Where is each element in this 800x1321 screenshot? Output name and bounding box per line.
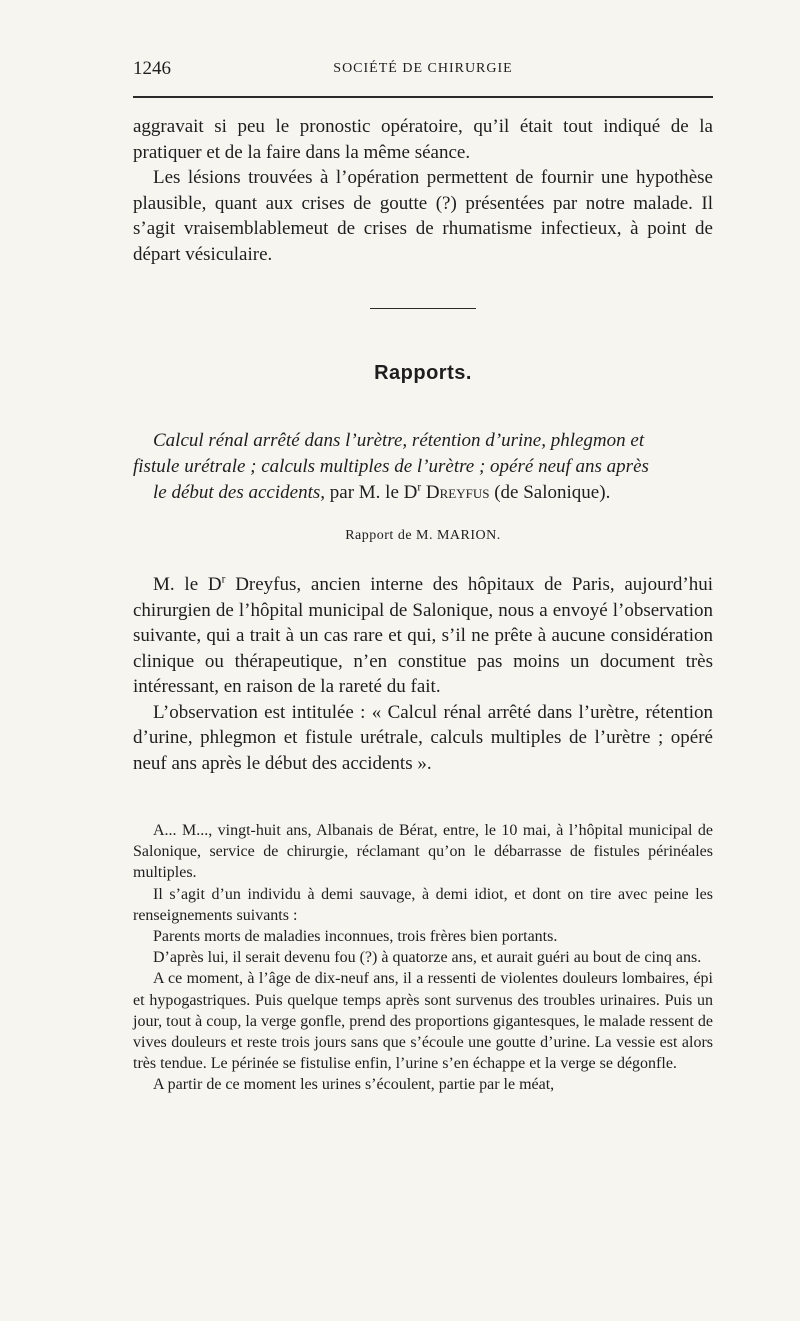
report-title-par: par M. le D: [325, 482, 418, 503]
doctor-superscript: r: [221, 573, 226, 586]
report-title-line-1: Calcul rénal arrêté dans l’urètre, rétention d’urine, phlegmon et: [153, 430, 645, 451]
report-title-line-2: fistule urétrale ; calculs multiples de l’urètre ; opéré neuf ans après: [133, 456, 649, 477]
report-title-line-3: le début des accidents,: [153, 482, 326, 503]
running-head: [133, 58, 713, 88]
intro-paragraph-2: Les lésions trouvées à l’opération permettent de fournir une hypothèse plausible, quant aux crises de goutte (?) présentées par notre malade. Il s’agit vraisemblablemeut de crises de rhumatisme infectieux, à point de départ vésiculaire.: [133, 167, 713, 265]
journal-title: SOCIÉTÉ DE CHIRURGIE: [333, 61, 513, 76]
observation-paragraph-5: A ce moment, à l’âge de dix-neuf ans, il a ressenti de violentes douleurs lombaires, épi et hypogastriques. Puis quelque temps après sont survenus des troubles urinaires. Puis un jour, tout à coup, la verge gonfle, prend des proportions gigantesques, le malade ressent de vives douleurs et reste trois jours sans que s’écoule une goutte d’urine. La vessie est alors très tendue. Le périnée se fistulise enfin, l’urine s’en échappe et la verge se dégonfle.: [133, 970, 713, 1073]
observation-text: [133, 820, 713, 1096]
author-name: Dreyfus: [421, 482, 490, 503]
observation-paragraph-6: A partir de ce moment les urines s’écoulent, partie par le méat,: [153, 1076, 555, 1094]
observation-paragraph-1: A... M..., vingt-huit ans, Albanais de Bérat, entre, le 10 mai, à l’hôpital municipal de Salonique, service de chirurgie, réclamant qu’on le débarrasse de fistules périnéales multiples.: [133, 822, 713, 882]
header-rule: [133, 96, 713, 98]
report-paragraph-1-rest: Dreyfus, ancien interne des hôpitaux de Paris, aujourd’hui chirurgien de l’hôpital municipal de Salonique, nous a envoyé l’observation suivante, qui a trait à un cas rare et qui, s’il ne prête à aucune considération clinique ou thérapeutique, n’en constitue pas moins un document très intéressant, en raison de la rareté du fait.: [133, 574, 713, 697]
author-place: (de Salonique).: [489, 482, 611, 503]
doctor-superscript: r: [417, 481, 422, 494]
report-paragraph-2: L’observation est intitulée : « Calcul rénal arrêté dans l’urètre, rétention d’urine, phlegmon et fistule urétrale, calculs multiples de l’urètre ; opéré neuf ans après le début des accidents ».: [133, 701, 713, 774]
report-paragraph-1: [133, 572, 713, 700]
page-number: 1246: [133, 58, 171, 79]
observation-paragraph-3: Parents morts de maladies inconnues, trois frères bien portants.: [153, 928, 558, 946]
report-byline: Rapport de M. MARION.: [345, 528, 501, 543]
section-heading: Rapports.: [374, 362, 472, 384]
report-paragraph-1-start: M. le D: [153, 574, 222, 595]
report-title: [133, 428, 713, 506]
observation-paragraph-2: Il s’agit d’un individu à demi sauvage, à demi idiot, et dont on tire avec peine les renseignements suivants :: [133, 885, 713, 924]
observation-paragraph-4: D’après lui, il serait devenu fou (?) à quatorze ans, et aurait guéri au bout de cinq ans.: [153, 949, 702, 967]
section-divider: [370, 308, 476, 309]
intro-text: [133, 114, 713, 267]
report-body: [133, 572, 713, 776]
intro-paragraph-1: aggravait si peu le pronostic opératoire, qu’il était tout indiqué de la pratiquer et de la faire dans la même séance.: [133, 116, 713, 163]
